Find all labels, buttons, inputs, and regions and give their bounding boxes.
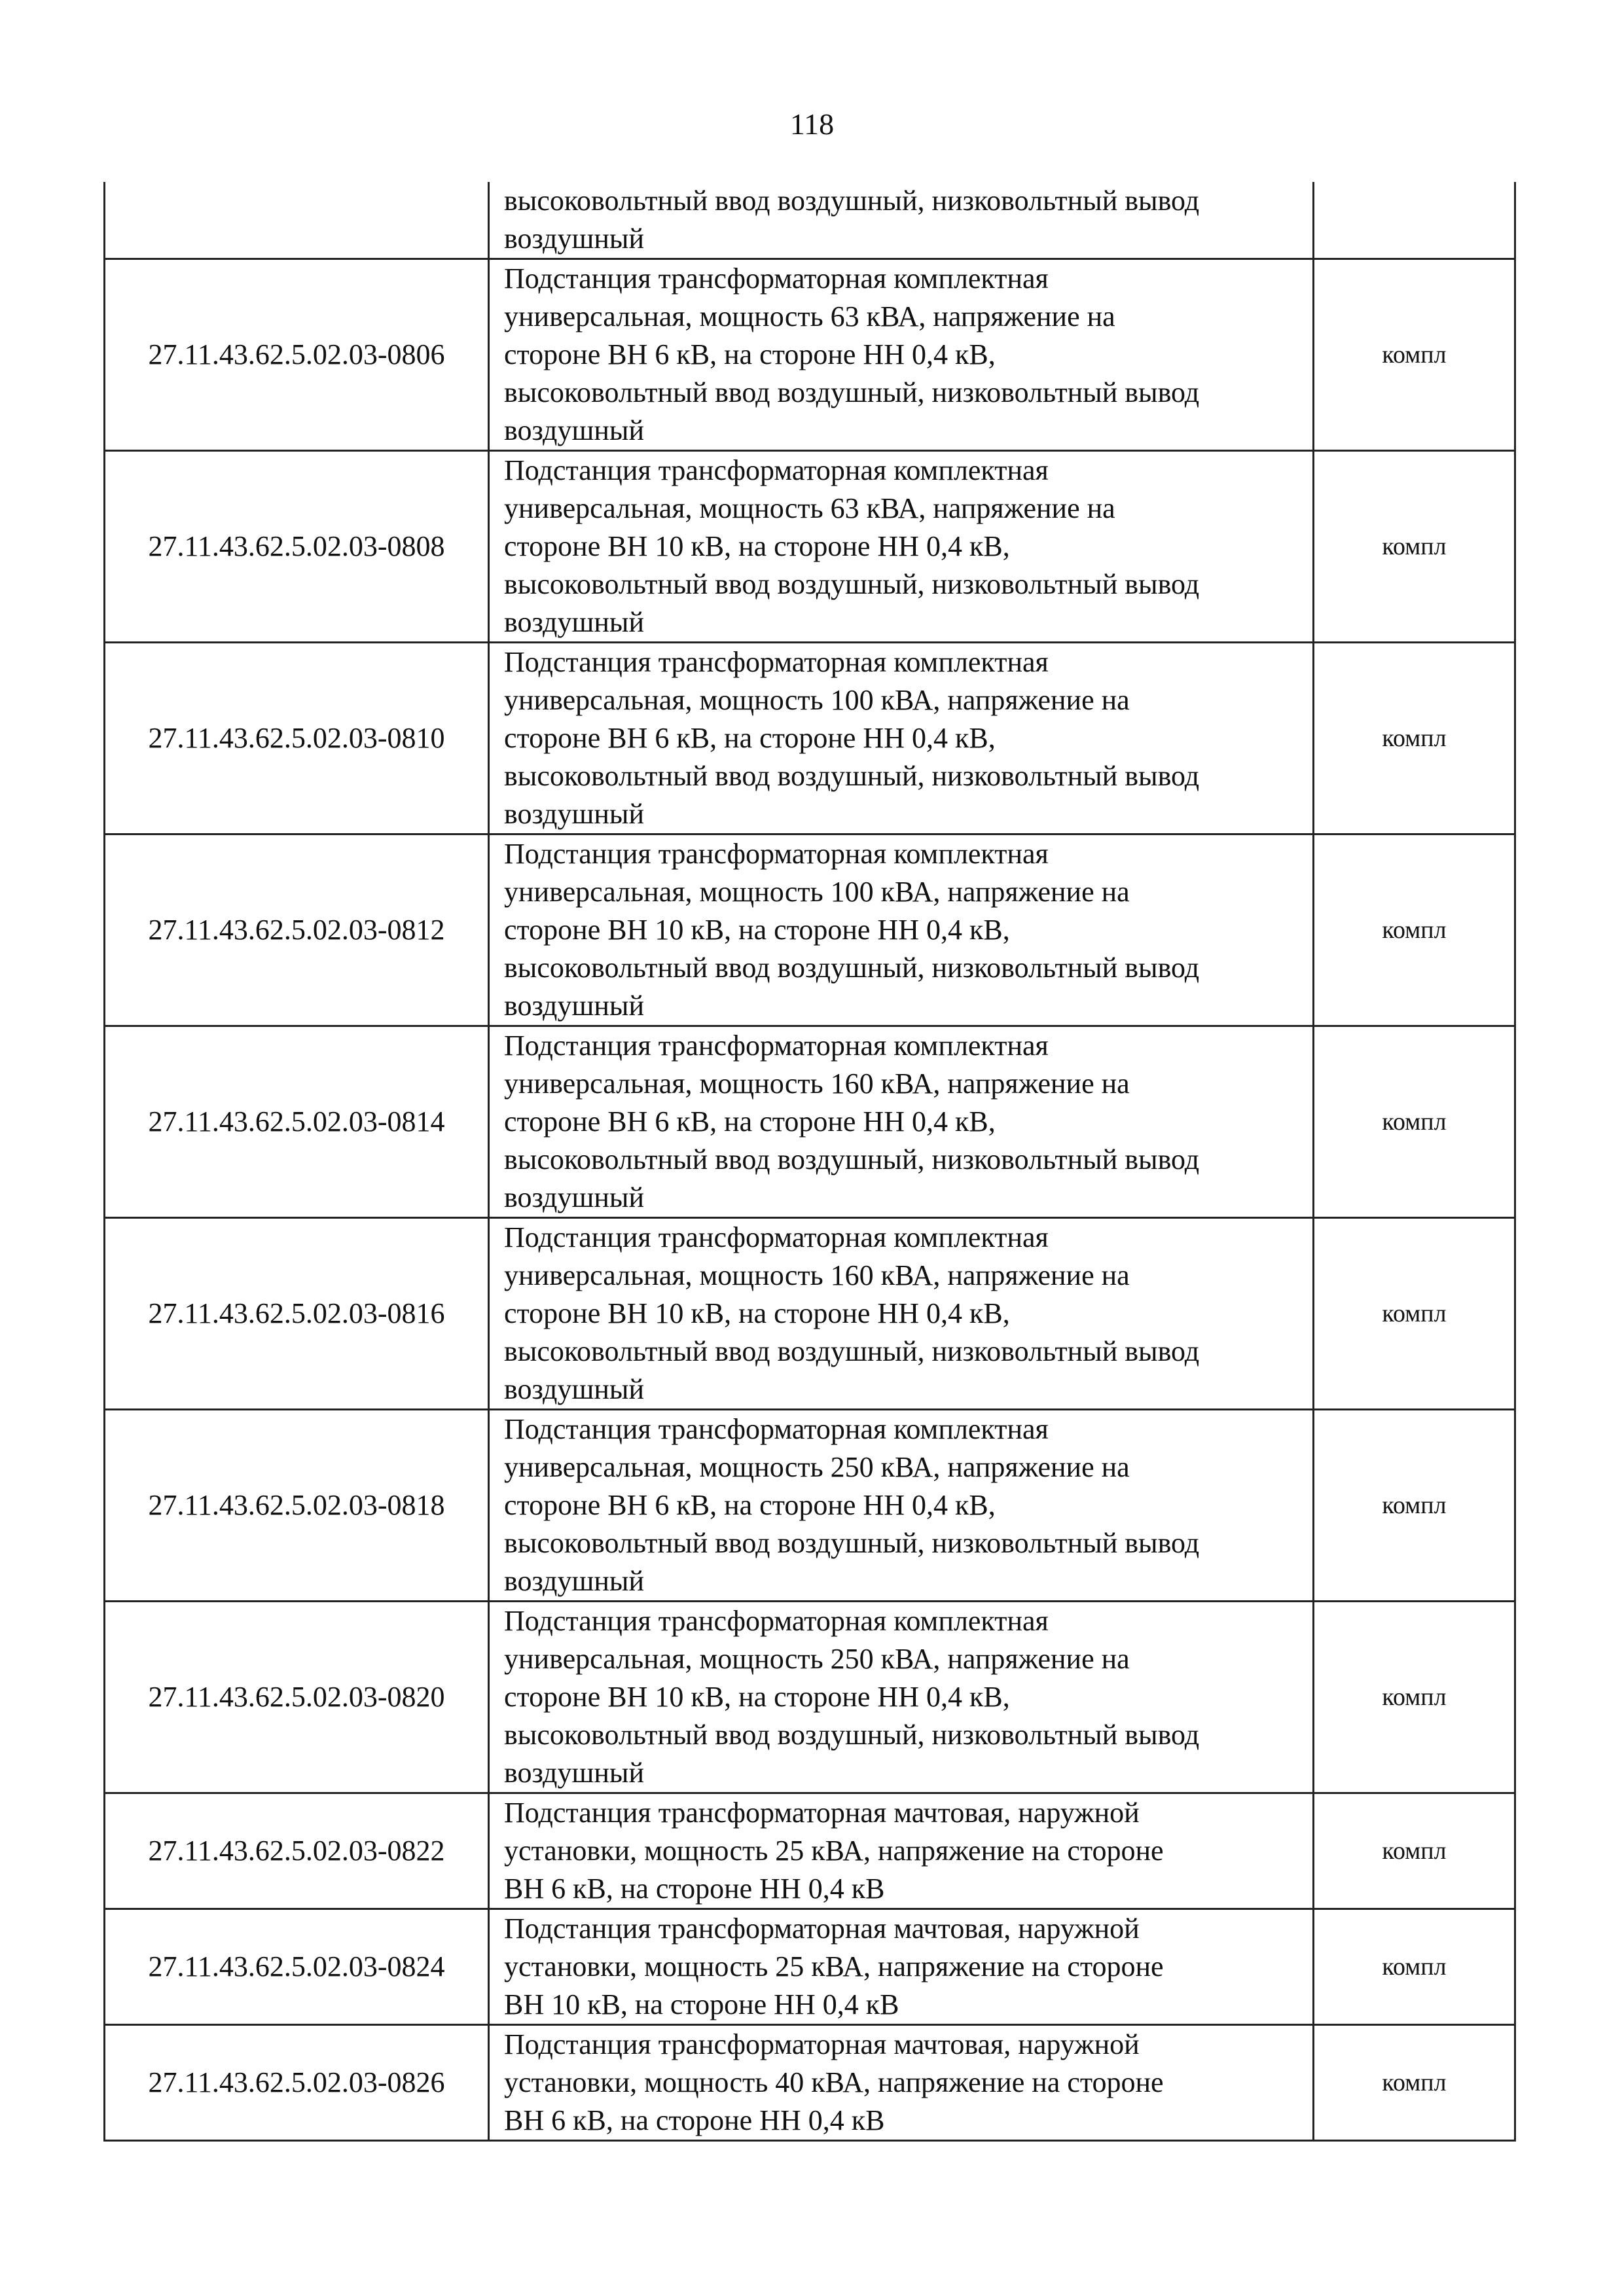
row-unit: компл — [1314, 1909, 1515, 2025]
description-line: универсальная, мощность 63 кВА, напряжение на — [504, 492, 1115, 524]
description-line: Подстанция трансформаторная мачтовая, наружной — [504, 1912, 1140, 1945]
description-line: универсальная, мощность 100 кВА, напряжение на — [504, 684, 1130, 716]
description-line: воздушный — [504, 606, 644, 638]
row-unit: компл — [1314, 1602, 1515, 1793]
row-description — [489, 1793, 1314, 1909]
description-line: воздушный — [504, 1373, 644, 1405]
row-unit: компл — [1314, 451, 1515, 643]
row-code: 27.11.43.62.5.02.03-0822 — [105, 1793, 489, 1909]
description-line: высоковольтный ввод воздушный, низковольтный вывод — [504, 760, 1200, 792]
description-line: универсальная, мощность 250 кВА, напряжение на — [504, 1643, 1130, 1675]
table-row — [105, 1793, 1515, 1909]
table-row — [105, 1410, 1515, 1602]
row-description — [489, 182, 1314, 259]
row-unit: компл — [1314, 2025, 1515, 2141]
table-row — [105, 451, 1515, 643]
table-row — [105, 834, 1515, 1026]
table-body — [105, 182, 1515, 2141]
row-description — [489, 1410, 1314, 1602]
table-row — [105, 1218, 1515, 1410]
row-code: 27.11.43.62.5.02.03-0824 — [105, 1909, 489, 2025]
description-line: стороне ВН 6 кВ, на стороне НН 0,4 кВ, — [504, 722, 996, 754]
table-row — [105, 643, 1515, 834]
description-line: воздушный — [504, 990, 644, 1022]
description-line: Подстанция трансформаторная мачтовая, наружной — [504, 1797, 1140, 1829]
description-line: Подстанция трансформаторная комплектная — [504, 1413, 1049, 1445]
description-line: установки, мощность 25 кВА, напряжение на стороне — [504, 1950, 1164, 1982]
row-description — [489, 451, 1314, 643]
row-unit: компл — [1314, 643, 1515, 834]
table-row — [105, 259, 1515, 451]
description-line: стороне ВН 10 кВ, на стороне НН 0,4 кВ, — [504, 530, 1010, 562]
description-line: воздушный — [504, 1757, 644, 1789]
row-description — [489, 643, 1314, 834]
row-code: 27.11.43.62.5.02.03-0806 — [105, 259, 489, 451]
table-row — [105, 1602, 1515, 1793]
row-code: 27.11.43.62.5.02.03-0820 — [105, 1602, 489, 1793]
description-line: высоковольтный ввод воздушный, низковольтный вывод — [504, 1719, 1200, 1751]
row-code: 27.11.43.62.5.02.03-0810 — [105, 643, 489, 834]
table-row — [105, 1909, 1515, 2025]
page-number: 118 — [789, 107, 835, 141]
row-code: 27.11.43.62.5.02.03-0812 — [105, 834, 489, 1026]
description-line: универсальная, мощность 100 кВА, напряжение на — [504, 876, 1130, 908]
description-line: стороне ВН 10 кВ, на стороне НН 0,4 кВ, — [504, 914, 1010, 946]
description-line: Подстанция трансформаторная комплектная — [504, 1030, 1049, 1062]
row-description — [489, 834, 1314, 1026]
description-line: Подстанция трансформаторная мачтовая, наружной — [504, 2028, 1140, 2060]
description-line: высоковольтный ввод воздушный, низковольтный вывод — [504, 185, 1200, 217]
description-line: стороне ВН 10 кВ, на стороне НН 0,4 кВ, — [504, 1681, 1010, 1713]
row-description — [489, 1602, 1314, 1793]
row-code: 27.11.43.62.5.02.03-0826 — [105, 2025, 489, 2141]
description-line: ВН 10 кВ, на стороне НН 0,4 кВ — [504, 1988, 899, 2020]
row-code: 27.11.43.62.5.02.03-0808 — [105, 451, 489, 643]
description-line: высоковольтный ввод воздушный, низковольтный вывод — [504, 952, 1200, 984]
description-line: воздушный — [504, 1565, 644, 1597]
description-line: универсальная, мощность 160 кВА, напряжение на — [504, 1259, 1130, 1291]
description-line: Подстанция трансформаторная комплектная — [504, 454, 1049, 486]
description-line: воздушный — [504, 223, 644, 255]
description-line: Подстанция трансформаторная комплектная — [504, 838, 1049, 870]
description-line: Подстанция трансформаторная комплектная — [504, 1605, 1049, 1637]
row-code: 27.11.43.62.5.02.03-0816 — [105, 1218, 489, 1410]
description-line: универсальная, мощность 250 кВА, напряжение на — [504, 1451, 1130, 1483]
description-line: высоковольтный ввод воздушный, низковольтный вывод — [504, 376, 1200, 408]
row-description — [489, 1218, 1314, 1410]
description-line: стороне ВН 6 кВ, на стороне НН 0,4 кВ, — [504, 1489, 996, 1521]
description-line: воздушный — [504, 414, 644, 446]
row-code — [105, 182, 489, 259]
table-row — [105, 2025, 1515, 2141]
row-unit: компл — [1314, 1410, 1515, 1602]
table-row — [105, 1026, 1515, 1218]
description-line: высоковольтный ввод воздушный, низковольтный вывод — [504, 1143, 1200, 1175]
description-line: Подстанция трансформаторная комплектная — [504, 1221, 1049, 1253]
description-line: воздушный — [504, 1181, 644, 1213]
description-line: установки, мощность 40 кВА, напряжение на стороне — [504, 2066, 1164, 2098]
description-line: Подстанция трансформаторная комплектная — [504, 646, 1049, 678]
description-line: стороне ВН 6 кВ, на стороне НН 0,4 кВ, — [504, 338, 996, 370]
row-description — [489, 2025, 1314, 2141]
row-code: 27.11.43.62.5.02.03-0818 — [105, 1410, 489, 1602]
description-line: установки, мощность 25 кВА, напряжение на стороне — [504, 1835, 1164, 1867]
row-unit — [1314, 182, 1515, 259]
row-description — [489, 259, 1314, 451]
row-description — [489, 1909, 1314, 2025]
description-line: универсальная, мощность 160 кВА, напряжение на — [504, 1067, 1130, 1100]
row-unit: компл — [1314, 1218, 1515, 1410]
description-line: ВН 6 кВ, на стороне НН 0,4 кВ — [504, 1873, 885, 1905]
description-line: стороне ВН 10 кВ, на стороне НН 0,4 кВ, — [504, 1297, 1010, 1329]
row-unit: компл — [1314, 1793, 1515, 1909]
description-line: ВН 6 кВ, на стороне НН 0,4 кВ — [504, 2104, 885, 2136]
description-line: универсальная, мощность 63 кВА, напряжение на — [504, 300, 1115, 332]
resource-table — [103, 182, 1516, 2142]
description-line: высоковольтный ввод воздушный, низковольтный вывод — [504, 1527, 1200, 1559]
row-unit: компл — [1314, 834, 1515, 1026]
description-line: стороне ВН 6 кВ, на стороне НН 0,4 кВ, — [504, 1105, 996, 1138]
row-unit: компл — [1314, 1026, 1515, 1218]
row-description — [489, 1026, 1314, 1218]
description-line: воздушный — [504, 798, 644, 830]
row-code: 27.11.43.62.5.02.03-0814 — [105, 1026, 489, 1218]
description-line: Подстанция трансформаторная комплектная — [504, 262, 1049, 295]
description-line: высоковольтный ввод воздушный, низковольтный вывод — [504, 1335, 1200, 1367]
row-unit: компл — [1314, 259, 1515, 451]
description-line: высоковольтный ввод воздушный, низковольтный вывод — [504, 568, 1200, 600]
table-row-continued — [105, 182, 1515, 259]
